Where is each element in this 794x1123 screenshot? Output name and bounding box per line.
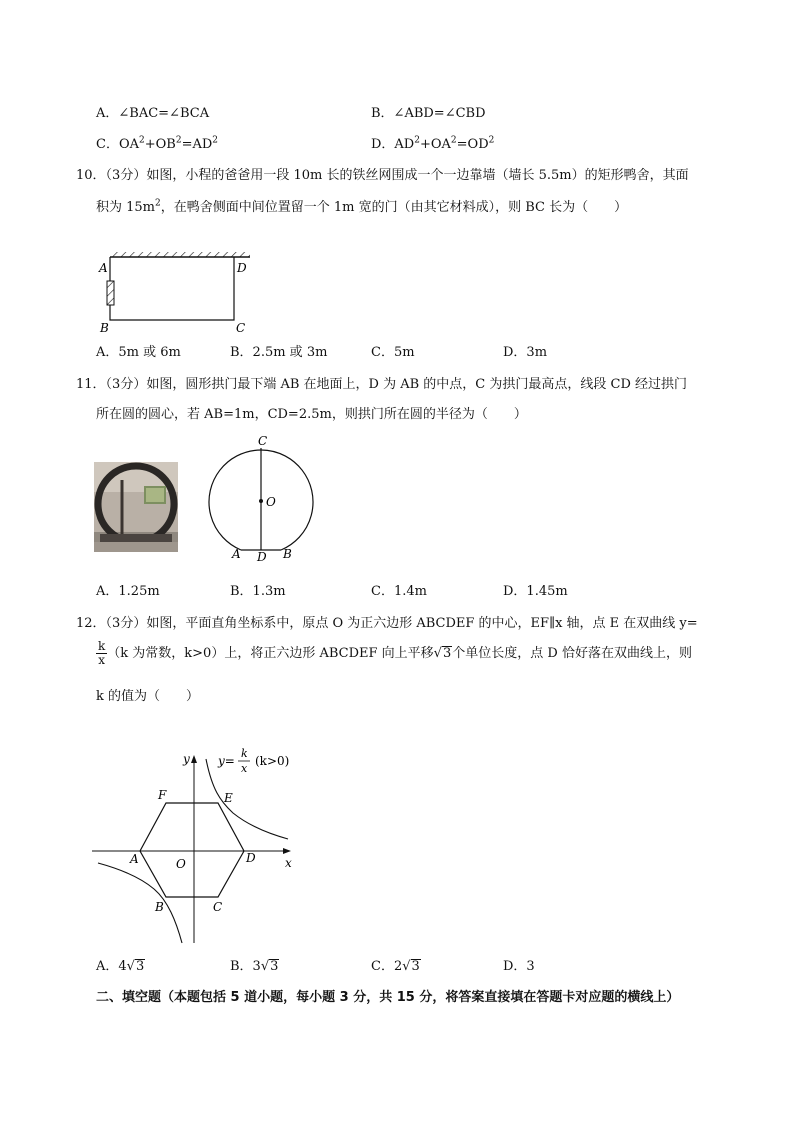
q11-option-b: B．1.3m	[230, 584, 286, 599]
q12-stem-line2: $\frac{k}{x}$ （k 为常数，k>0）上，将正六边形 ABCDEF 向上平移√3个单位长度，点 D 恰好落在双曲线上，则	[98, 639, 692, 667]
label-d: D	[246, 851, 256, 865]
q11-stem-line2: 所在圆的圆心，若 AB=1m，CD=2.5m，则拱门所在圆的半径为（ ）	[96, 407, 527, 422]
q10-option-d: D．3m	[503, 345, 548, 360]
label-b: B	[283, 547, 292, 561]
q12-hexagon-graph	[88, 745, 308, 947]
q12-option-b: B．3√3	[230, 959, 279, 974]
q10-stem-line1: 10．（3分）如图，小程的爸爸用一段 10m 长的铁丝网围成一个一边靠墙（墙长 5.5m）的矩形鸭舍，其面	[76, 168, 689, 183]
q11-option-c: C．1.4m	[371, 584, 427, 599]
q11-stem-line1: 11．（3分）如图，圆形拱门最下端 AB 在地面上，D 为 AB 的中点，C 为拱门最高点，线段 CD 经过拱门	[76, 377, 687, 392]
q9-option-a: A．∠BAC=∠BCA	[96, 106, 210, 121]
equation-prefix: y=	[218, 754, 235, 768]
q10-option-b: B．2.5m 或 3m	[230, 345, 328, 360]
q10-option-c: C．5m	[371, 345, 415, 360]
hyperbola-branch-2	[98, 863, 182, 943]
q12-option-d: D．3	[503, 959, 535, 974]
q12-stem-line3: k 的值为（ ）	[96, 689, 200, 704]
q9-option-c: C．$OA^2+OB^2=AD^2$	[96, 135, 219, 152]
equation-den: x	[241, 762, 248, 775]
label-a: A	[232, 547, 241, 561]
label-a: A	[130, 852, 139, 866]
q10-figure	[90, 245, 260, 340]
label-c: C	[213, 900, 223, 914]
q12-option-a: A．4√3	[96, 959, 145, 974]
label-x: x	[285, 856, 292, 870]
hexagon-abcdef	[140, 803, 244, 897]
label-d: D	[257, 550, 267, 564]
equation-num: k	[241, 747, 248, 760]
center-point	[259, 499, 263, 503]
q10-stem-line2: 积为 $15m^2$，在鸭舍侧面中间位置留一个 1m 宽的门（由其它材料成），则 BC 长为（ ）	[96, 198, 628, 215]
fraction-k-over-x: $\frac{k}{x}$	[98, 639, 106, 667]
q12-option-c: C．2√3	[371, 959, 420, 974]
label-e: E	[224, 791, 233, 805]
y-axis-arrow	[191, 755, 197, 763]
archway-photo	[94, 462, 178, 552]
label-c: C	[258, 434, 268, 448]
q10-option-a: A．5m 或 6m	[96, 345, 181, 360]
q11-option-d: D．1.45m	[503, 584, 568, 599]
q9-option-b: B．∠ABD=∠CBD	[371, 106, 486, 121]
q12-stem-line1: 12．（3分）如图，平面直角坐标系中，原点 O 为正六边形 ABCDEF 的中心，EF∥x 轴，点 E 在双曲线 y=	[76, 616, 698, 631]
label-y: y	[183, 752, 190, 766]
q11-circle-diagram	[200, 432, 330, 564]
label-b: B	[155, 900, 164, 914]
q11-option-a: A．1.25m	[96, 584, 160, 599]
label-f: F	[158, 788, 167, 802]
label-a: A	[99, 261, 108, 275]
x-axis-arrow	[283, 848, 291, 854]
pen-rectangle	[110, 257, 234, 320]
label-c: C	[236, 321, 246, 335]
label-d: D	[237, 261, 247, 275]
label-o: O	[176, 857, 186, 871]
door-hatch	[107, 281, 114, 305]
equation-condition: (k>0)	[255, 754, 290, 768]
label-o: O	[266, 495, 276, 509]
q9-option-d: D．$AD^2+OA^2=OD^2$	[371, 135, 495, 152]
label-b: B	[100, 321, 109, 335]
section-2-heading: 二、填空题（本题包括 5 道小题，每小题 3 分，共 15 分，将答案直接填在答题卡对应题的横线上）	[96, 990, 680, 1005]
